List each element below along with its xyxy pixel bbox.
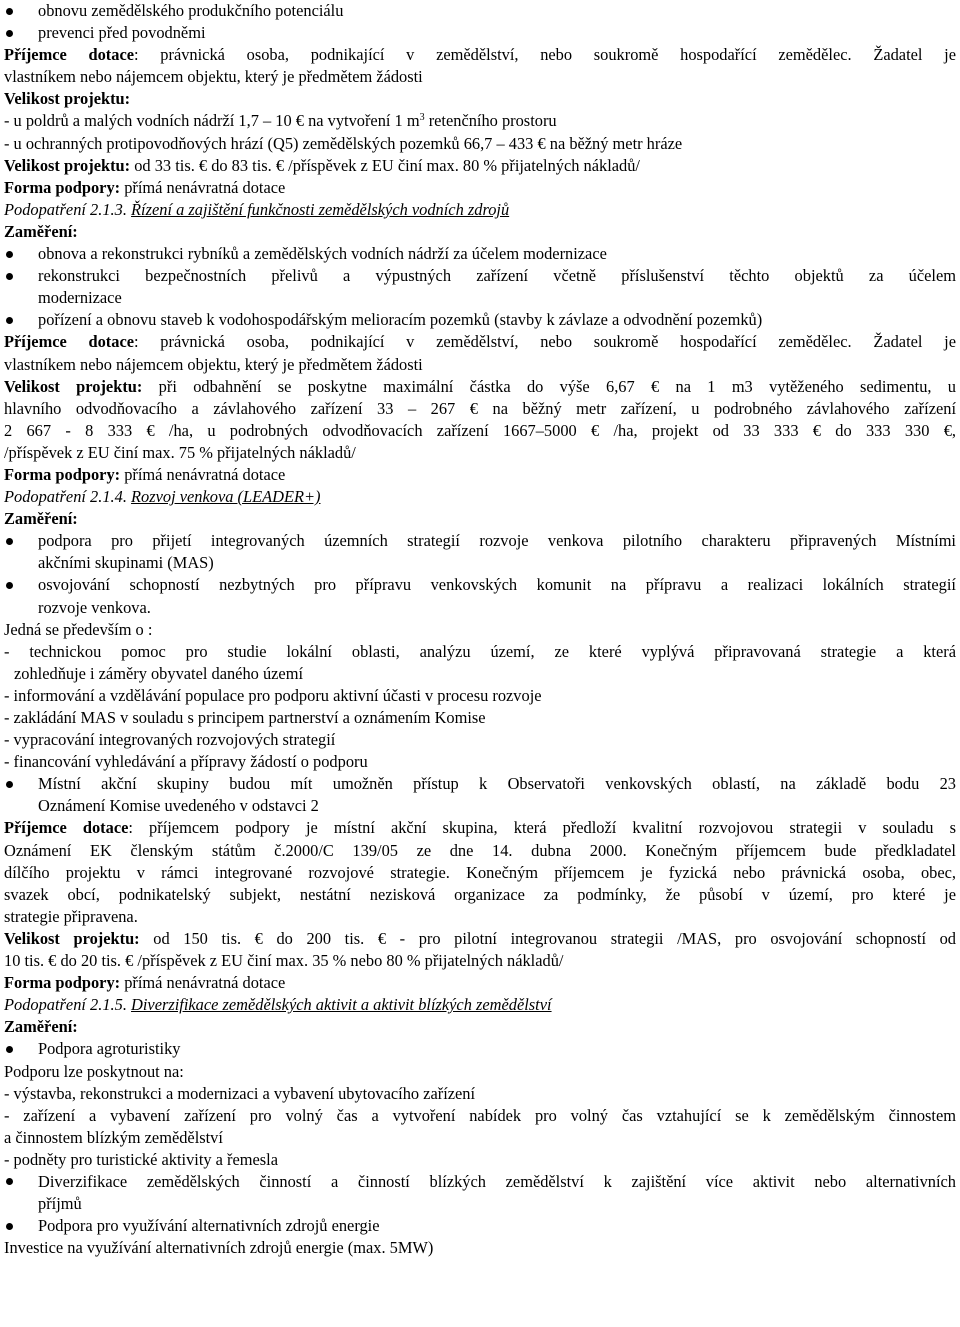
text-line [4, 685, 956, 707]
text-line [4, 354, 956, 376]
line-text: příjmů [38, 1194, 82, 1214]
bullet-item [4, 265, 956, 287]
field-label: Zaměření: [4, 509, 78, 529]
text-line [4, 552, 956, 574]
text-line [4, 221, 956, 243]
text-span: : právnická osoba, podnikající v zemědělství, nebo soukromě hospodařící zemědělec. Žadatel je [134, 332, 956, 352]
text-span: Podopatření 2.1.4. [4, 487, 132, 507]
text-span: přímá nenávratná dotace [120, 973, 286, 993]
line-text: strategie připravena. [4, 906, 138, 926]
line-text: 10 tis. € do 20 tis. € /příspěvek z EU činí max. 35 % nebo 80 % přijatelných nákladů/ [4, 951, 564, 971]
text-line [4, 508, 956, 530]
line-text: Diverzifikace zemědělských činností a činností blízkých zemědělství k zajištění více aktivit nebo alternativních [38, 1171, 956, 1191]
line-text: akčními skupinami (MAS) [38, 553, 214, 573]
text-span: : příjemcem podpory je místní akční skupina, která předloží kvalitní rozvojovou strategii v souladu s [128, 818, 956, 838]
bullet-item [4, 22, 956, 44]
text-line [4, 619, 956, 641]
bullet-item [4, 1171, 956, 1193]
text-line [4, 110, 956, 132]
text-line [4, 663, 956, 685]
text-line [4, 177, 956, 199]
field-label: Příjemce dotace [4, 45, 135, 65]
text-line [4, 1149, 956, 1171]
bullet-item [4, 530, 956, 552]
line-text: - výstavba, rekonstrukci a modernizaci a vybavení ubytovacího zařízení [4, 1083, 476, 1103]
text-line [4, 1061, 956, 1083]
text-line [4, 862, 956, 884]
line-text: - informování a vzdělávání populace pro podporu aktivní účasti v procesu rozvoje [4, 685, 542, 705]
text-line [4, 1083, 956, 1105]
text-line [4, 972, 956, 994]
text-line [4, 44, 956, 66]
text-line [4, 66, 956, 88]
line-text: - vypracování integrovaných rozvojových strategií [4, 730, 336, 750]
line-text: - technickou pomoc pro studie lokální oblasti, analýzu území, ze které vyplývá připravovaná strategie a která [4, 641, 956, 661]
field-label: Velikost projektu: [4, 89, 131, 109]
text-line [4, 88, 956, 110]
field-label: Velikost projektu: [4, 155, 131, 175]
text-span: Podopatření 2.1.3. [4, 199, 132, 219]
line-text: 2 667 - 8 333 € /ha, u podrobných odvodňovacích zařízení 1667–5000 € /ha, projekt od 33 333 € do 333 330 €, [4, 420, 956, 440]
text-line [4, 928, 956, 950]
field-label: Velikost projektu: [4, 928, 140, 948]
line-text: prevenci před povodněmi [38, 23, 206, 43]
text-span: přímá nenávratná dotace [120, 464, 286, 484]
text-line [4, 729, 956, 751]
text-line [4, 817, 956, 839]
line-text: - financování vyhledávání a přípravy žádostí o podporu [4, 752, 368, 772]
line-text: Podpora agroturistiky [38, 1039, 181, 1059]
line-text: - u ochranných protipovodňových hrází (Q5) zemědělských pozemků 66,7 – 433 € na běžný metr hráze [4, 133, 683, 153]
line-text: podpora pro přijetí integrovaných územních strategií rozvoje venkova pilotního charakteru připravených Místními [38, 531, 956, 551]
field-label: Příjemce dotace [4, 818, 129, 838]
text-line [4, 1016, 956, 1038]
line-text: Podporu lze poskytnout na: [4, 1061, 184, 1081]
bullet-item [4, 1215, 956, 1237]
bullet-item [4, 0, 956, 22]
text-line [4, 331, 956, 353]
text-span: 3 [419, 112, 425, 124]
text-line [4, 795, 956, 817]
line-text: /příspěvek z EU činí max. 75 % přijatelných nákladů/ [4, 442, 356, 462]
text-line [4, 420, 956, 442]
line-text: Oznámení Komise uvedeného v odstavci 2 [38, 796, 319, 816]
field-label: Příjemce dotace [4, 332, 135, 352]
field-label: Forma podpory: [4, 973, 121, 993]
line-text: Místní akční skupiny budou mít umožněn přístup k Observatoři venkovských oblastí, na základě bodu 23 [38, 774, 956, 794]
text-line [4, 133, 956, 155]
text-line [4, 641, 956, 663]
line-text: vlastníkem nebo nájemcem objektu, který je předmětem žádosti [4, 354, 423, 374]
text-span: Podopatření 2.1.5. [4, 995, 132, 1015]
bullet-item [4, 773, 956, 795]
bullet-item [4, 1038, 956, 1060]
text-line [4, 1127, 956, 1149]
bullet-item [4, 309, 956, 331]
field-label: Forma podpory: [4, 177, 121, 197]
text-line [4, 1105, 956, 1127]
field-label: Zaměření: [4, 221, 78, 241]
text-line [4, 376, 956, 398]
line-text: Jedná se především o : [4, 619, 153, 639]
line-text: vlastníkem nebo nájemcem objektu, který je předmětem žádosti [4, 67, 423, 87]
text-line [4, 155, 956, 177]
text-line [4, 486, 956, 508]
document-body [4, 0, 956, 1259]
line-text: osvojování schopností nezbytných pro přípravu venkovských komunit na přípravu a realizaci lokálních strategií [38, 575, 956, 595]
field-label: Forma podpory: [4, 464, 121, 484]
text-line [4, 464, 956, 486]
line-text: obnova a rekonstrukci rybníků a zemědělských vodních nádrží za účelem modernizace [38, 244, 607, 264]
text-line [4, 707, 956, 729]
text-span: od 33 tis. € do 83 tis. € /příspěvek z EU činí max. 80 % přijatelných nákladů/ [130, 155, 640, 175]
text-line [4, 1237, 956, 1259]
text-span: od 150 tis. € do 200 tis. € - pro pilotní integrovanou strategii /MAS, pro osvojování schopností od [139, 928, 956, 948]
line-text: Oznámení EK členským státům č.2000/C 139/05 ze dne 14. dubna 2000. Konečným příjemcem bude předkladatel [4, 840, 956, 860]
text-span: při odbahnění se poskytne maximální částka do výše 6,67 € na 1 m3 vytěženého sedimentu, u [142, 376, 956, 396]
text-line [4, 994, 956, 1016]
text-span: retenčního prostoru [424, 111, 557, 131]
text-line [4, 597, 956, 619]
text-line [4, 287, 956, 309]
text-span: - u poldrů a malých vodních nádrží 1,7 – 10 € na vytvoření 1 m [4, 111, 420, 131]
line-text: - podněty pro turistické aktivity a řemesla [4, 1149, 279, 1169]
line-text: pořízení a obnovu staveb k vodohospodářským melioracím pozemků (stavby k závlaze a odvodnění pozemků) [38, 310, 763, 330]
text-line [4, 1193, 956, 1215]
line-text: rozvoje venkova. [38, 597, 151, 617]
line-text: Investice na využívání alternativních zdrojů energie (max. 5MW) [4, 1238, 434, 1258]
line-text: a činnostem blízkým zemědělství [4, 1127, 223, 1147]
text-line [4, 906, 956, 928]
line-text: svazek obcí, podnikatelský subjekt, nestátní nezisková organizace za podmínky, že působí v území, pro které je [4, 884, 956, 904]
line-text: modernizace [38, 288, 122, 308]
bullet-item [4, 243, 956, 265]
field-label: Zaměření: [4, 1017, 78, 1037]
field-label: Velikost projektu: [4, 376, 143, 396]
text-span: přímá nenávratná dotace [120, 177, 286, 197]
text-span: : právnická osoba, podnikající v zemědělství, nebo soukromě hospodařící zemědělec. Žadatel je [134, 45, 956, 65]
text-line [4, 442, 956, 464]
line-text: rekonstrukci bezpečnostních přelivů a výpustných zařízení včetně příslušenství těchto objektů za účelem [38, 266, 956, 286]
bullet-item [4, 574, 956, 596]
text-line [4, 398, 956, 420]
text-line [4, 199, 956, 221]
line-text: hlavního odvodňovacího a závlahového zařízení 33 – 267 € na běžný metr zařízení, u podrobného závlahového zařízení [4, 398, 956, 418]
section-heading: Diverzifikace zemědělských aktivit a aktivit blízkých zemědělství [131, 995, 552, 1015]
line-text: - zakládání MAS v souladu s principem partnerství a oznámením Komise [4, 708, 486, 727]
section-heading: Rozvoj venkova (LEADER+) [131, 487, 321, 507]
line-text: - zařízení a vybavení zařízení pro volný čas a vytvoření nabídek pro volný čas vztahující se k zemědělským činnostem [4, 1105, 956, 1125]
line-text: zohledňuje i záměry obyvatel daného území [14, 663, 303, 683]
line-text: dílčího projektu v rámci integrované rozvojové strategie. Konečným příjemcem je fyzická nebo právnická osoba, obec, [4, 862, 956, 882]
text-line [4, 884, 956, 906]
line-text: Podpora pro využívání alternativních zdrojů energie [38, 1216, 380, 1236]
line-text: obnovu zemědělského produkčního potenciálu [38, 1, 344, 20]
section-heading: Řízení a zajištění funkčnosti zemědělských vodních zdrojů [131, 199, 510, 219]
text-line [4, 950, 956, 972]
text-line [4, 840, 956, 862]
text-line [4, 751, 956, 773]
